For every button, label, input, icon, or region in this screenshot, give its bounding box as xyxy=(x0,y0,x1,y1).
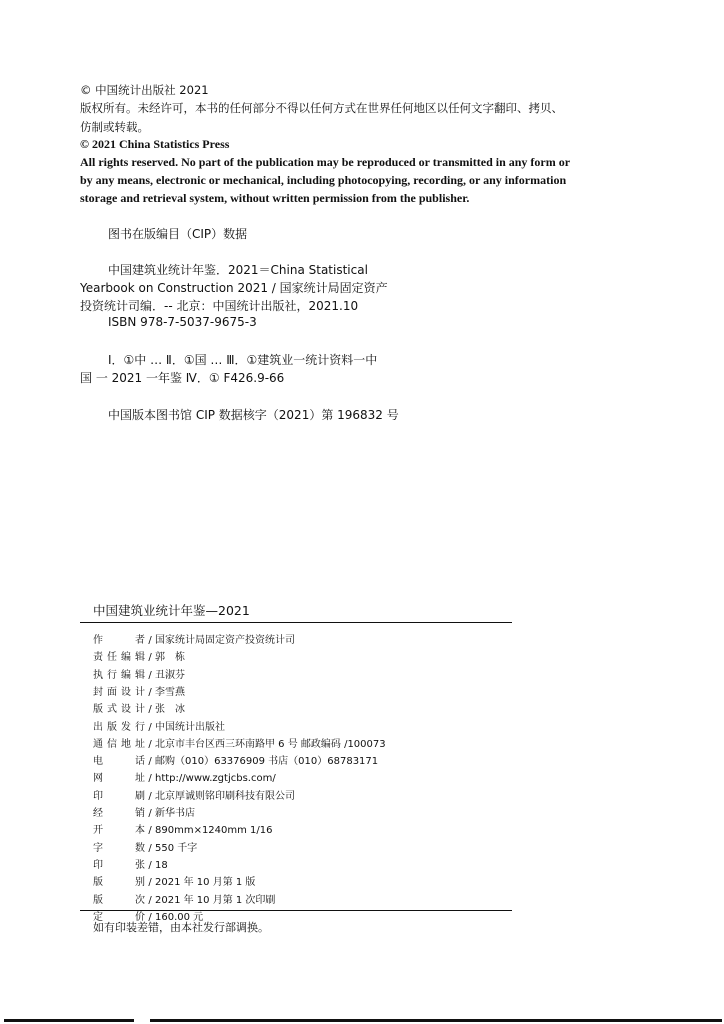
credit-row xyxy=(93,821,273,836)
credit-label: 印刷 xyxy=(93,790,145,802)
credit-label: 执行编辑 xyxy=(93,669,145,681)
credit-separator: / xyxy=(148,911,152,923)
cip-line: Yearbook on Construction 2021 / 国家统计局固定资产 xyxy=(80,281,388,295)
footer-note: 如有印装差错，由本社发行部调换。 xyxy=(93,921,269,934)
copyright-en-line: © 2021 China Statistics Press xyxy=(80,137,230,151)
credit-separator: / xyxy=(148,669,152,681)
cip-classification: 国 一 2021 一年鉴 Ⅳ．① F426.9-66 xyxy=(80,371,285,385)
credit-separator: / xyxy=(148,842,152,854)
credit-value: 890mm×1240mm 1/16 xyxy=(155,825,273,837)
credit-row xyxy=(93,666,185,681)
credit-label: 字数 xyxy=(93,842,145,854)
credit-label: 网址 xyxy=(93,773,145,785)
credit-separator: / xyxy=(148,790,152,802)
credit-separator: / xyxy=(148,738,152,750)
credit-row xyxy=(93,752,378,767)
credit-row xyxy=(93,735,386,750)
credit-value: 2021 年 10 月第 1 版 xyxy=(155,877,256,889)
copyright-zh-line: 仿制或转载。 xyxy=(80,120,149,134)
credit-row xyxy=(93,718,225,733)
cip-classification: Ⅰ．①中 … Ⅱ．①国 … Ⅲ．①建筑业一统计资料一中 xyxy=(108,353,378,367)
credit-value: 18 xyxy=(155,859,168,871)
page-edge-bar xyxy=(150,1019,722,1022)
credit-separator: / xyxy=(148,704,152,716)
credit-label: 定价 xyxy=(93,911,145,923)
credit-label: 出版发行 xyxy=(93,721,145,733)
copyright-en-line: by any means, electronic or mechanical, including photocopying, recording, or any information xyxy=(80,173,567,187)
credit-value: 新华书店 xyxy=(155,808,195,819)
credit-value: 2021 年 10 月第 1 次印刷 xyxy=(155,894,276,906)
credit-label: 印张 xyxy=(93,859,145,871)
credit-separator: / xyxy=(148,686,152,698)
cip-record-number: 中国版本图书馆 CIP 数据核字（2021）第 196832 号 xyxy=(108,408,399,422)
credit-label: 版次 xyxy=(93,894,145,906)
credit-row xyxy=(93,648,185,663)
credit-value: 丑淑芬 xyxy=(155,669,185,681)
credit-value: 160.00 元 xyxy=(155,911,204,923)
credit-label: 通信地址 xyxy=(93,738,145,750)
credit-separator: / xyxy=(148,808,152,819)
cip-line: 投资统计司编．-- 北京：中国统计出版社，2021.10 xyxy=(80,299,359,313)
credit-value: 张 冰 xyxy=(155,704,185,716)
credit-row xyxy=(93,787,295,802)
credit-separator: / xyxy=(148,652,152,664)
credit-value: 李雪燕 xyxy=(155,686,185,698)
credit-label: 封面设计 xyxy=(93,686,145,698)
cip-isbn: ISBN 978-7-5037-9675-3 xyxy=(108,315,257,329)
credit-value: http://www.zgtjcbs.com/ xyxy=(155,773,276,785)
credit-row xyxy=(93,839,197,854)
credit-separator: / xyxy=(148,877,152,889)
credit-label: 版别 xyxy=(93,877,145,889)
copyright-en-line: All rights reserved. No part of the publication may be reproduced or transmitted in any form or xyxy=(80,155,571,169)
credit-value: 北京厚诚则铭印刷科技有限公司 xyxy=(155,790,295,802)
credit-separator: / xyxy=(148,721,152,733)
credit-value: 中国统计出版社 xyxy=(155,721,225,733)
credit-label: 开本 xyxy=(93,825,145,837)
credit-row xyxy=(93,769,276,784)
credit-label: 作者 xyxy=(93,635,145,646)
credit-label: 电话 xyxy=(93,756,145,768)
credit-row xyxy=(93,683,185,698)
credit-label: 经销 xyxy=(93,808,145,819)
copyright-en-line: storage and retrieval system, without written permission from the publisher. xyxy=(80,191,470,205)
copyright-zh-line: 版权所有。未经许可，本书的任何部分不得以任何方式在世界任何地区以任何文字翻印、拷贝、 xyxy=(80,101,563,115)
credit-row xyxy=(93,873,255,888)
credit-label: 版式设计 xyxy=(93,704,145,716)
cip-line: 中国建筑业统计年鉴．2021＝China Statistical xyxy=(108,263,368,277)
credit-value: 550 千字 xyxy=(155,842,198,854)
page-edge-bar xyxy=(4,1019,134,1022)
credit-separator: / xyxy=(148,825,152,837)
top-divider xyxy=(80,622,512,623)
credit-value: 邮购（010）63376909 书店（010）68783171 xyxy=(155,756,379,768)
copyright-zh-line: © 中国统计出版社 2021 xyxy=(80,83,209,97)
bottom-divider xyxy=(80,910,512,911)
credit-separator: / xyxy=(148,635,152,646)
book-title: 中国建筑业统计年鉴—2021 xyxy=(93,603,250,618)
credit-separator: / xyxy=(148,894,152,906)
credit-value: 国家统计局固定资产投资统计司 xyxy=(155,635,295,646)
credit-separator: / xyxy=(148,859,152,871)
credit-row xyxy=(93,804,195,819)
credit-separator: / xyxy=(148,756,152,768)
credit-value: 北京市丰台区西三环南路甲 6 号 邮政编码 /100073 xyxy=(155,738,386,750)
cip-heading: 图书在版编目（CIP）数据 xyxy=(108,227,248,241)
credit-row xyxy=(93,891,275,906)
credit-row xyxy=(93,856,168,871)
credit-separator: / xyxy=(148,773,152,785)
credit-value: 郭 栋 xyxy=(155,652,185,664)
credit-row xyxy=(93,631,295,646)
credit-label: 责任编辑 xyxy=(93,652,145,664)
credit-row xyxy=(93,700,185,715)
